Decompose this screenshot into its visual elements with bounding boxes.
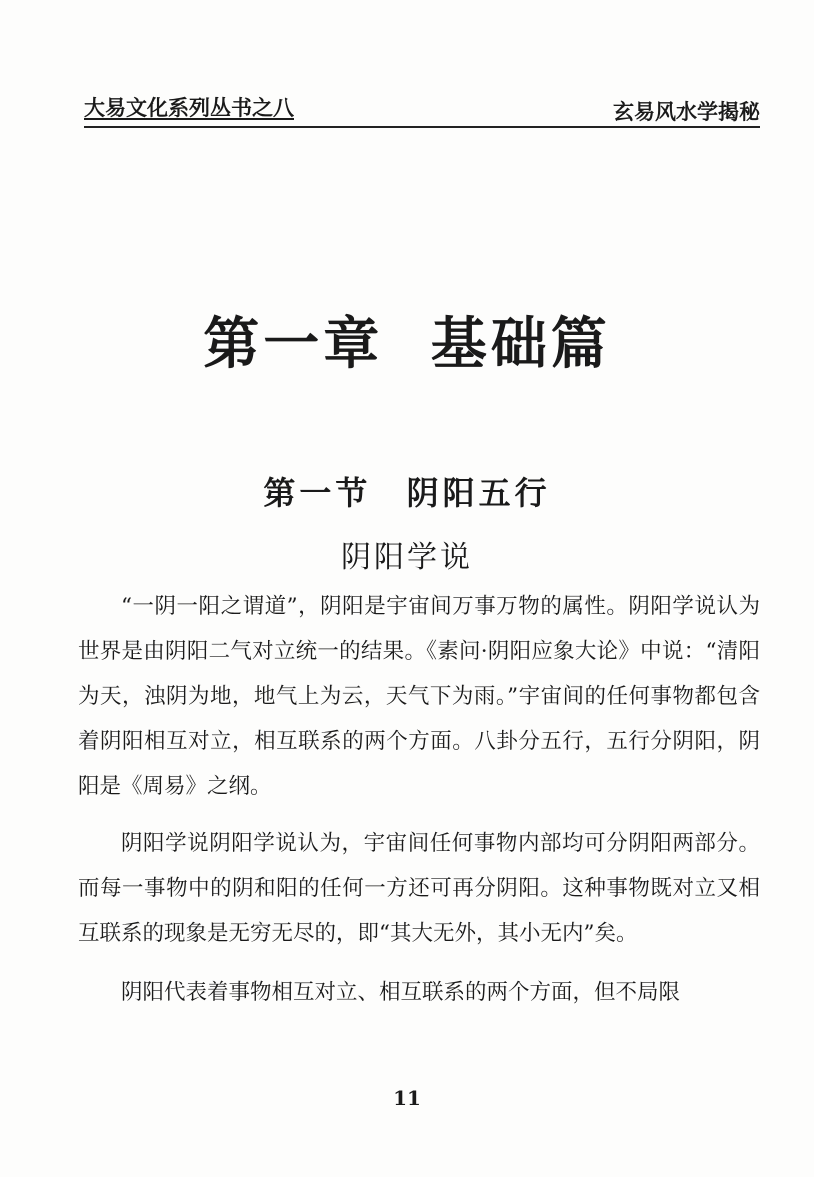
body-text: [78, 584, 760, 1015]
paragraph: 阴阳代表着事物相互对立、相互联系的两个方面，但不局限: [121, 980, 681, 1005]
page-number: 11: [393, 1086, 421, 1110]
series-title: 大易文化系列丛书之八: [84, 96, 294, 120]
subsection-title: 阴阳学说: [341, 540, 473, 575]
chapter-title: 第一章 基础篇: [203, 311, 611, 377]
section-title: 第一节 阴阳五行: [263, 474, 551, 512]
paragraph: “一阴一阳之谓道”，阴阳是宇宙间万事万物的属性。阴阳学说认为世界是由阴阳二气对立统一的结果。《素问·阴阳应象大论》中说：“清阳为天，浊阴为地，地气上为云，天气下为雨。”宇宙间的任何事物都包含着阴阳相互对立，相互联系的两个方面。八卦分五行，五行分阴阳，阴阳是《周易》之纲。: [78, 594, 760, 799]
paragraph: 阴阳学说阴阳学说认为，宇宙间任何事物内部均可分阴阳两部分。而每一事物中的阴和阳的任何一方还可再分阴阳。这种事物既对立又相互联系的现象是无穷无尽的，即“其大无外，其小无内”矣。: [78, 831, 760, 946]
running-header: [84, 92, 760, 128]
book-title: 玄易风水学揭秘: [613, 100, 760, 124]
